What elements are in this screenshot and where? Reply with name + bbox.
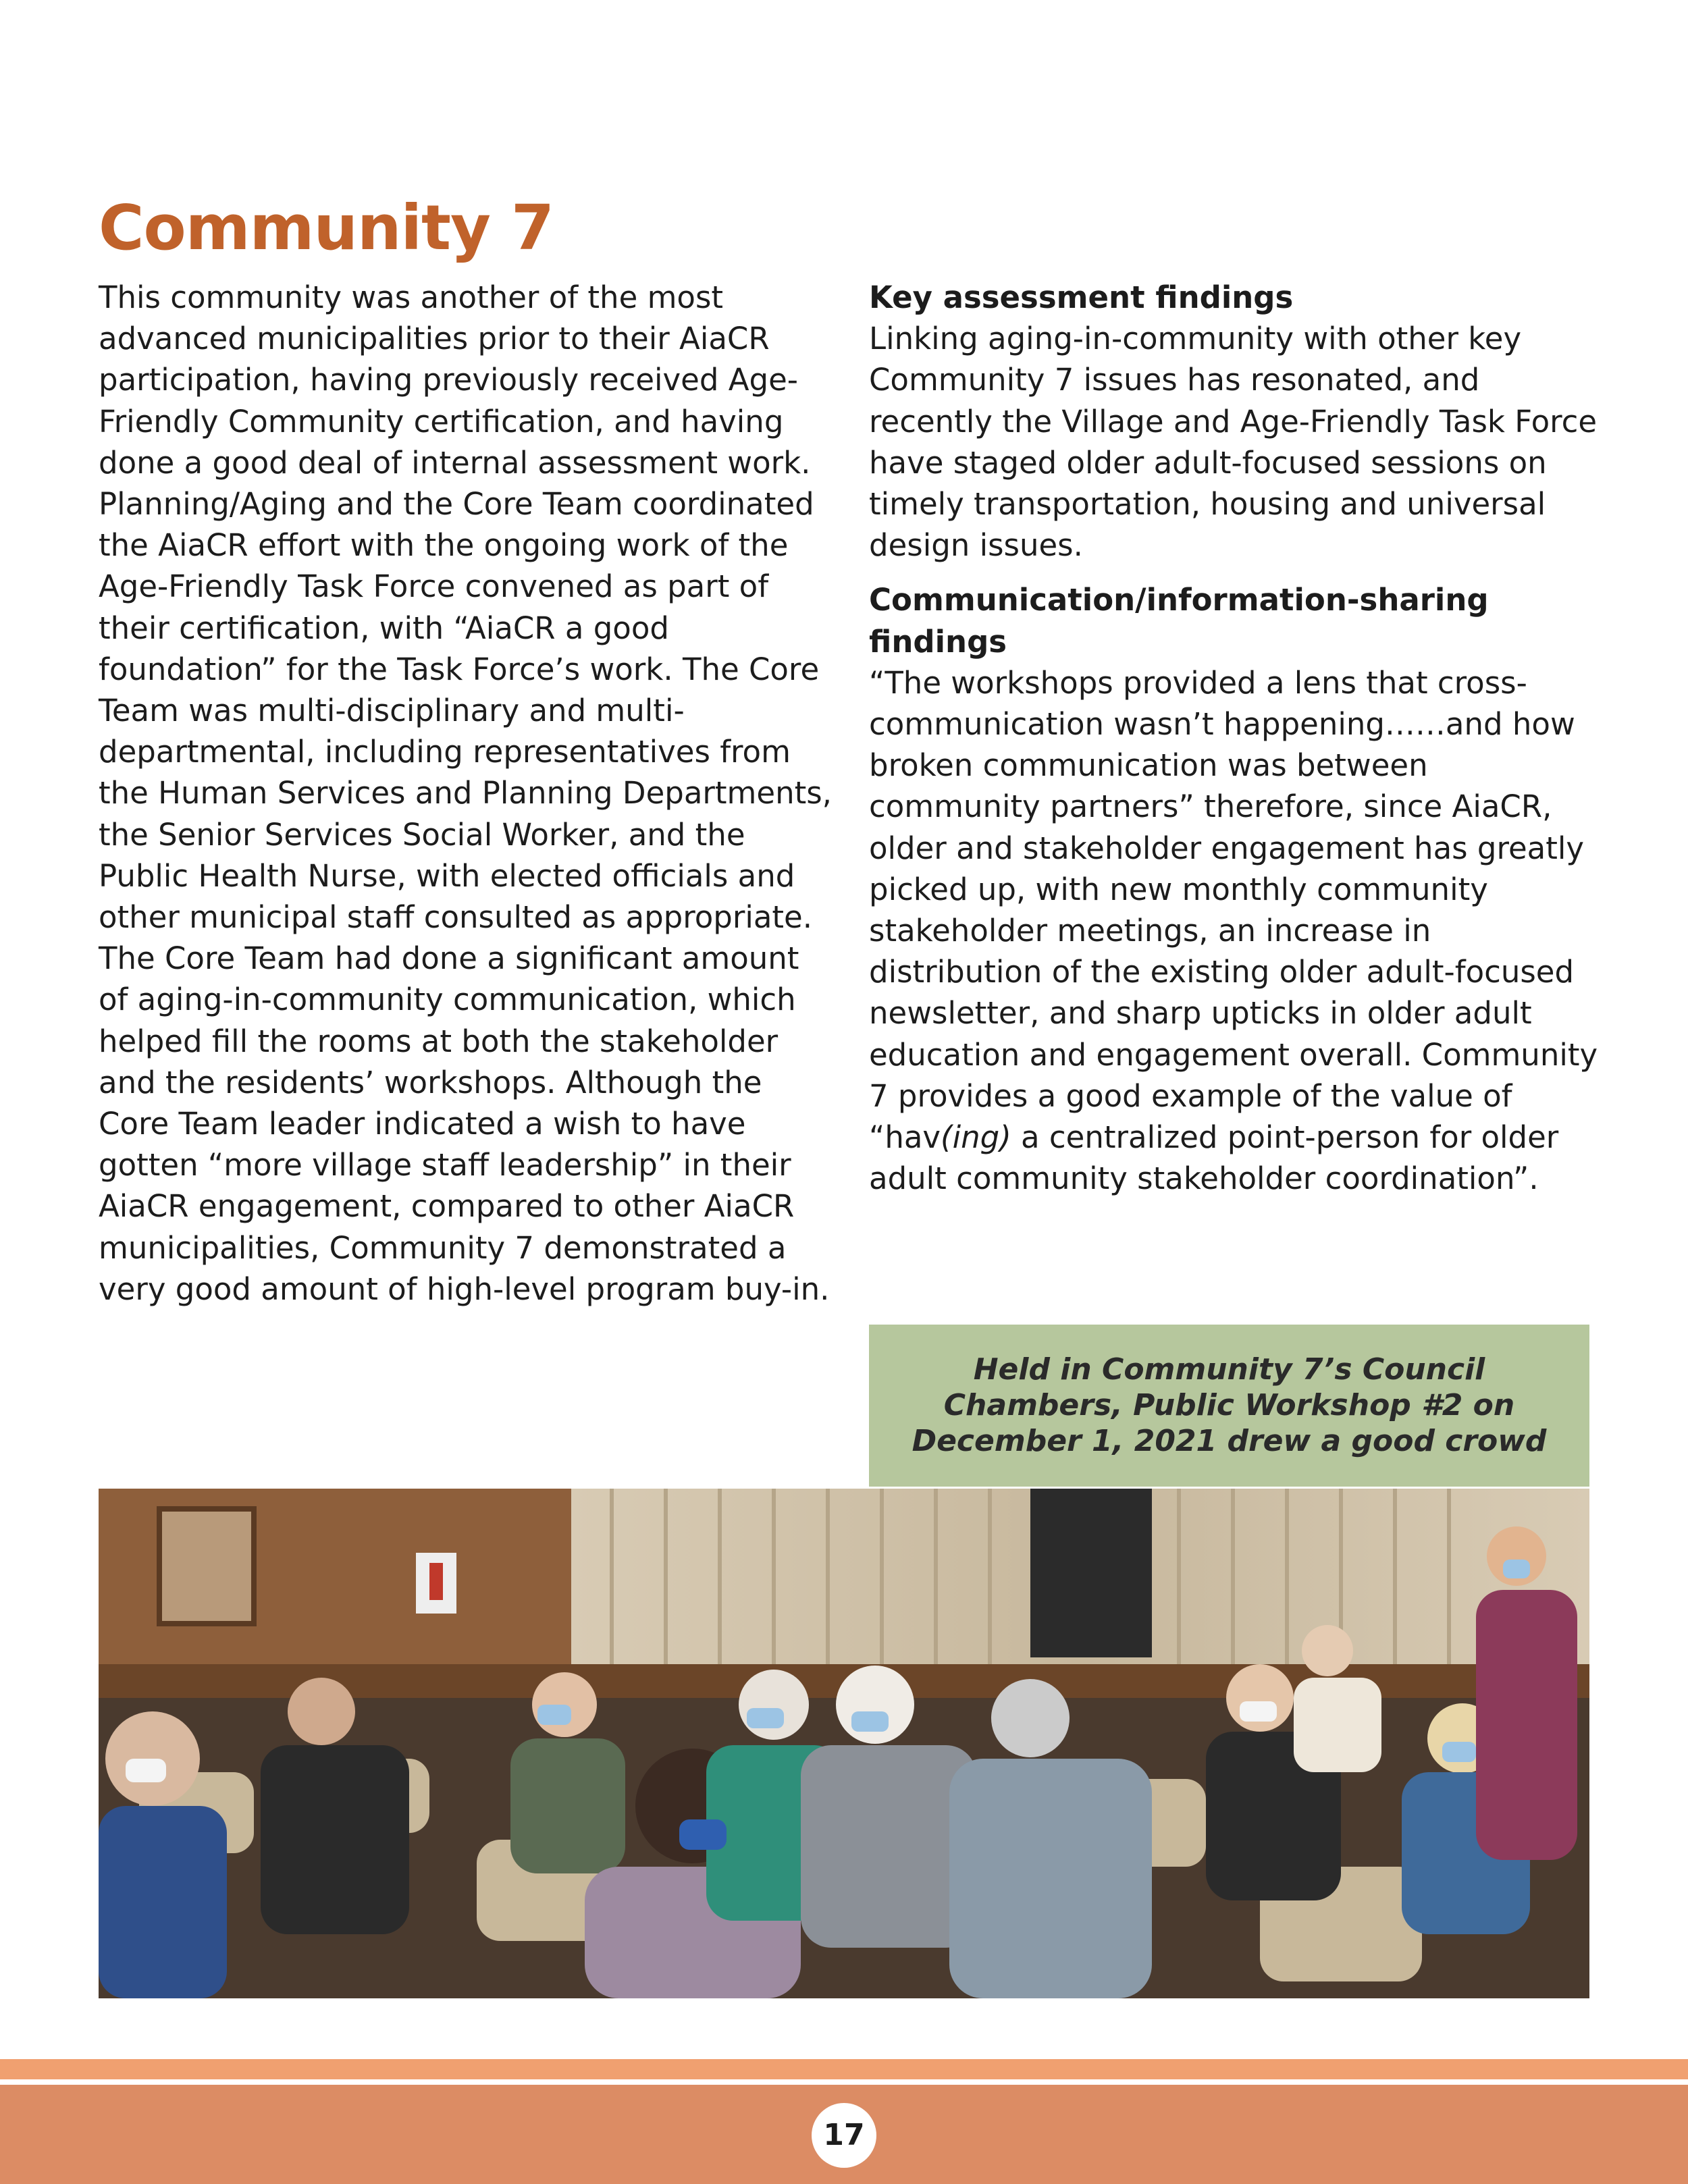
left-column: [99, 277, 835, 1310]
page-title: Community 7: [99, 192, 554, 264]
intro-paragraph: This community was another of the most advanced municipalities prior to their AiaCR participation, having previously received Age-Friendly Community certification, and having done a good deal of internal assessment work. Planning/Aging and the Core Team coordinated the AiaCR effort with the ongoing work of the Age-Friendly Task Force convened as part of their certification, with “AiaCR a good foundation” for the Task Force’s work. The Core Team was multi-disciplinary and multi-departmental, including representatives from the Human Services and Planning Departments, the Senior Services Social Worker, and the Public Health Nurse, with elected officials and other municipal staff consulted as appropriate. The Core Team had done a significant amount of aging-in-community communication, which helped fill the rooms at both the stakeholder and the residents’ workshops. Although the Core Team leader indicated a wish to have gotten “more village staff leadership” in their AiaCR engagement, compared to other AiaCR municipalities, Community 7 demonstrated a very good amount of high-level program buy-in.: [99, 279, 832, 1307]
footer-accent-line: [0, 2059, 1688, 2079]
communication-findings-heading: Communication/information-sharing findings: [869, 582, 1489, 660]
caption-line: Held in Community 7’s Council: [973, 1352, 1485, 1387]
photo-caption: [869, 1325, 1589, 1487]
communication-findings-text: “The workshops provided a lens that cross-communication wasn’t happening……and how broken communication was between community partners” therefore, since AiaCR, older and stakeholder engagement has greatly picked up, with new monthly community stakeholder meetings, an increase in distribution of the existing older adult-focused newsletter, and sharp upticks in older adult education and engagement overall. Community 7 provides a good example of the value of “hav(ing) a centralized point-person for older adult community stakeholder coordination”.: [869, 664, 1598, 1197]
right-column: [869, 277, 1598, 1199]
caption-line: Chambers, Public Workshop #2 on: [943, 1388, 1515, 1422]
workshop-photo: [99, 1489, 1589, 1998]
workshop-photo-illustration: [99, 1489, 1589, 1998]
caption-line: December 1, 2021 drew a good crowd: [912, 1424, 1547, 1458]
key-findings-heading: Key assessment findings: [869, 279, 1294, 315]
key-findings-text: Linking aging-in-community with other key Community 7 issues has resonated, and recently the Village and Age-Friendly Task Force have staged older adult-focused sessions on timely transportation, housing and universal design issues.: [869, 321, 1598, 564]
italic-ing: (ing): [941, 1119, 1011, 1156]
page-number: 17: [812, 2103, 876, 2168]
